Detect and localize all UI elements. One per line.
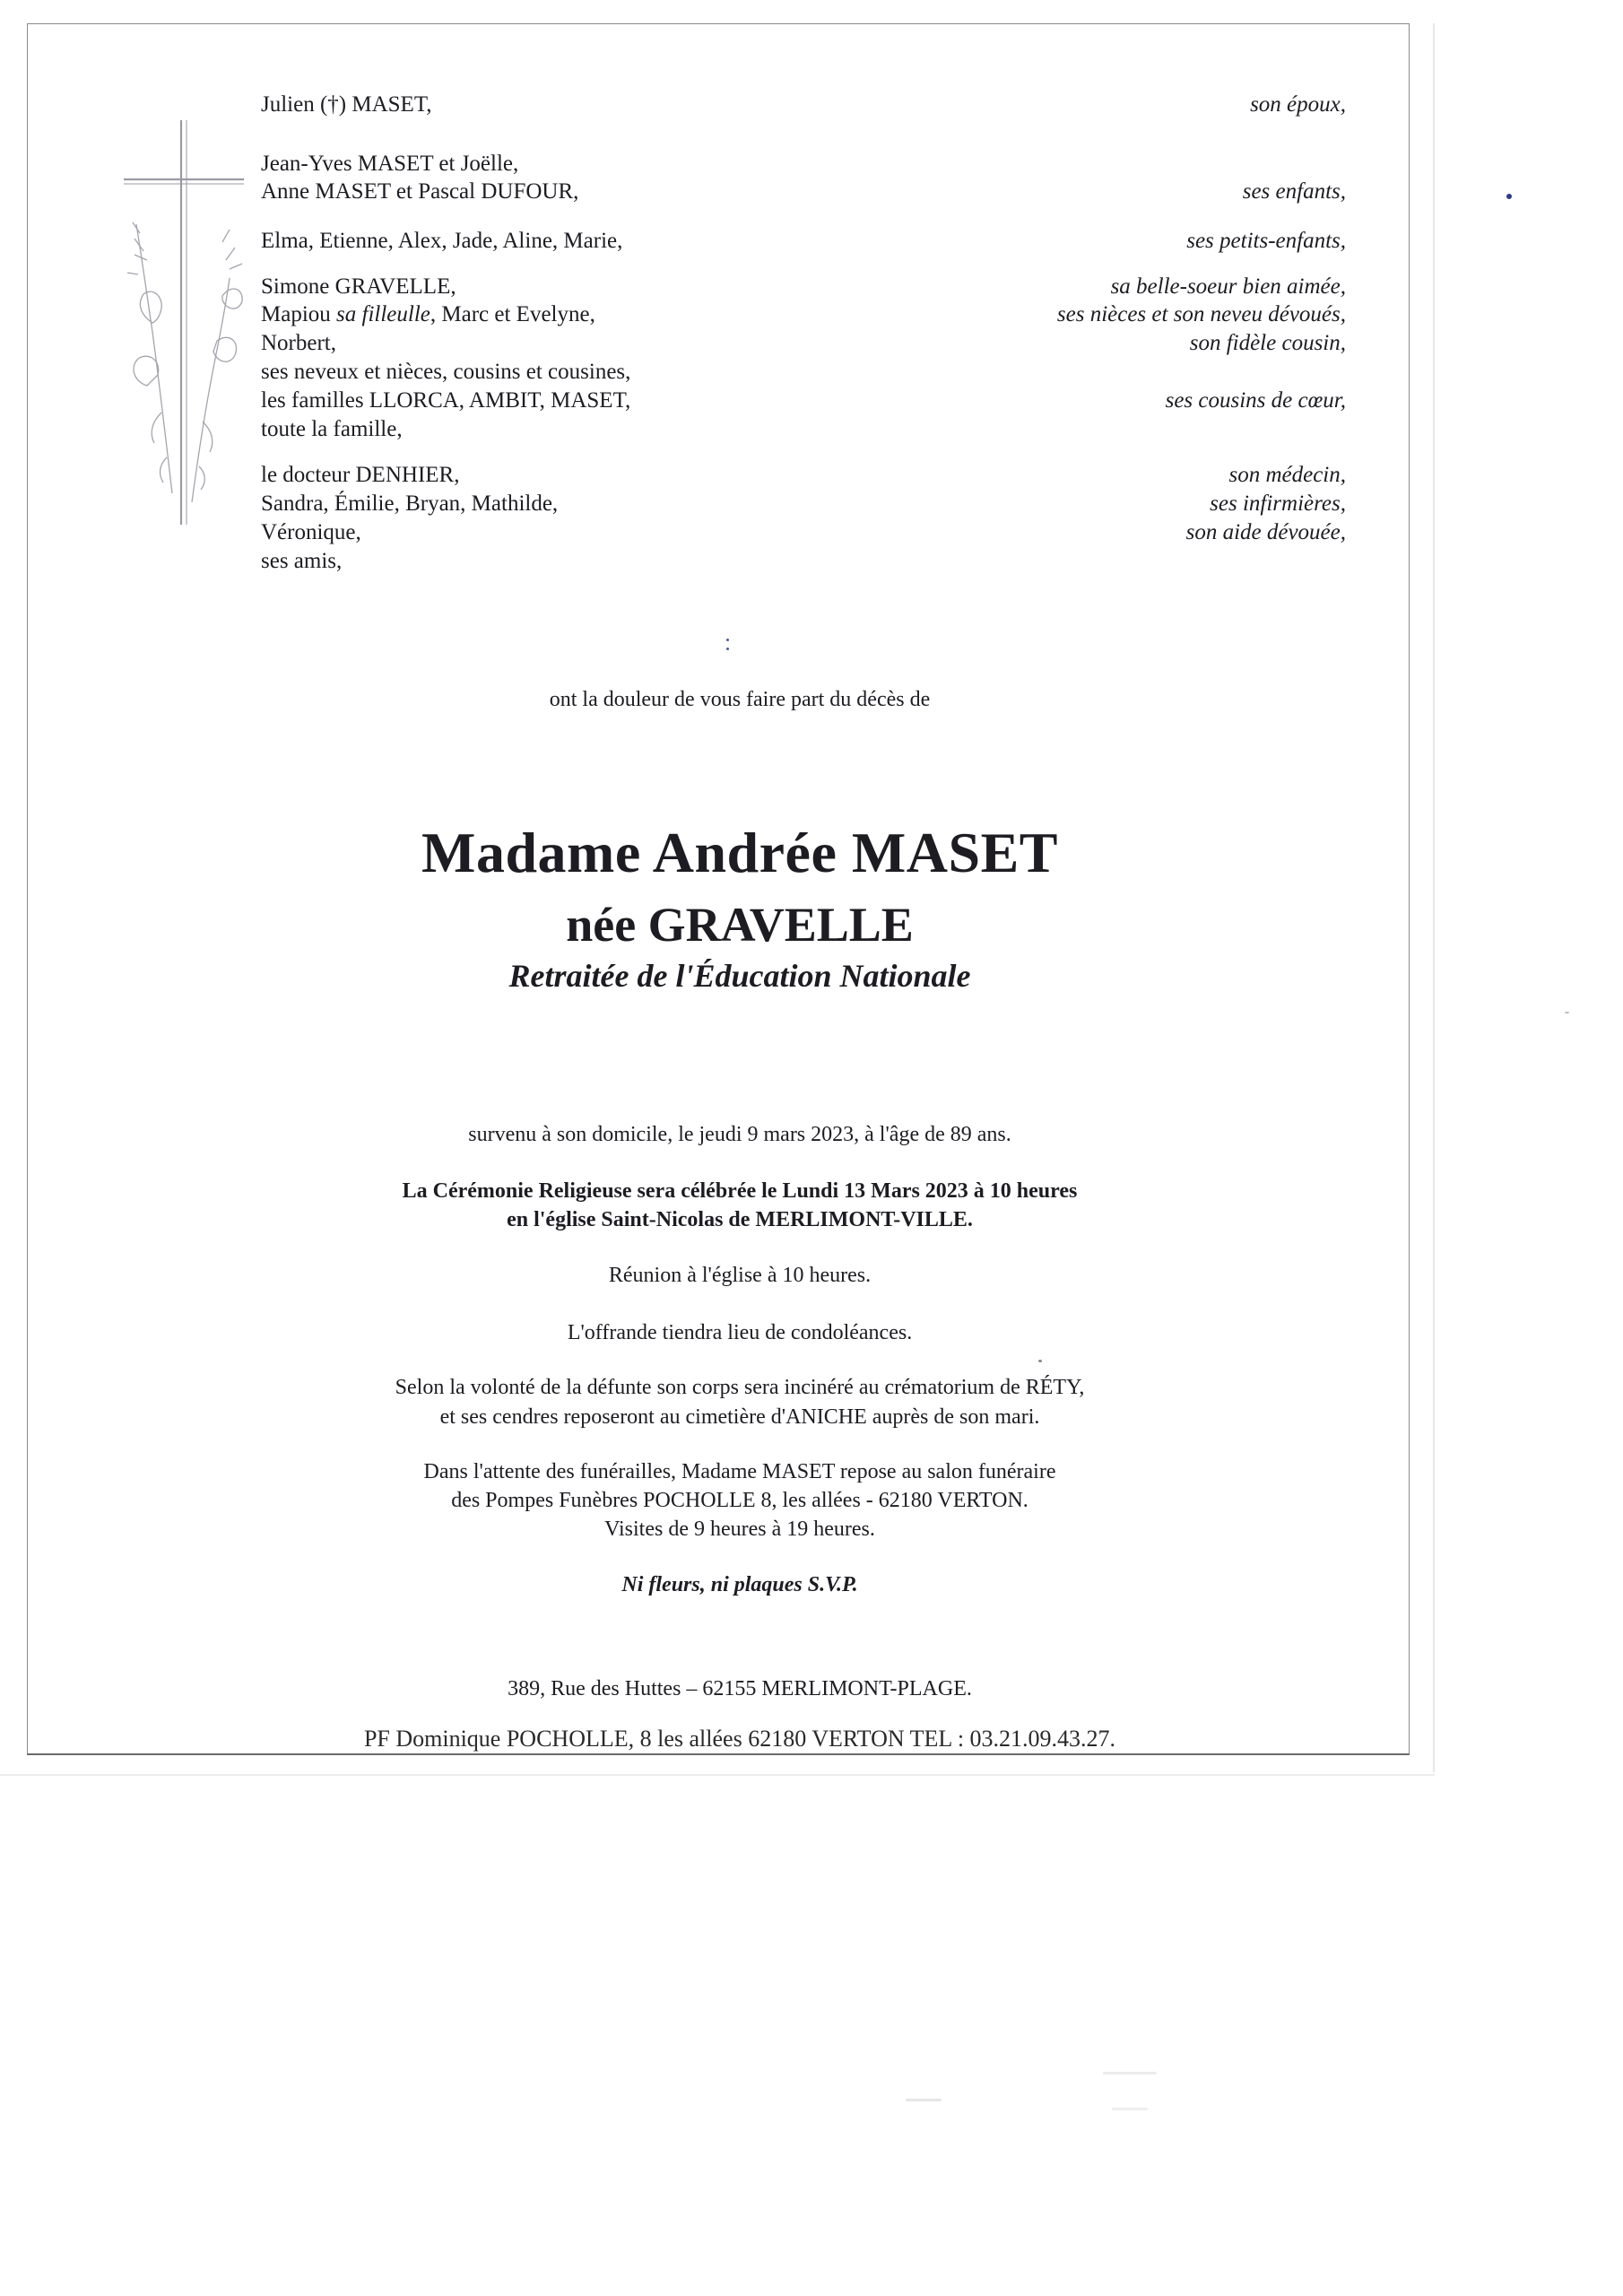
family-member: les familles LLORCA, AMBIT, MASET, <box>261 388 631 413</box>
salon-text: des Pompes Funèbres POCHOLLE 8, les allées - 62180 VERTON. <box>451 1489 1028 1512</box>
occupation: Retraitée de l'Éducation Nationale <box>508 958 971 994</box>
family-member: le docteur DENHIER, <box>261 463 460 487</box>
cross-with-flowers-icon <box>117 117 251 529</box>
family-member: ses neveux et nièces, cousins et cousines, <box>261 360 631 384</box>
flowers-text: Ni fleurs, ni plaques S.V.P. <box>621 1573 858 1596</box>
scan-speck <box>726 639 729 641</box>
family-relation: son fidèle cousin, <box>1189 331 1346 355</box>
scan-speck <box>1506 194 1512 199</box>
scan-speck <box>1103 2072 1157 2074</box>
family-relation: ses enfants, <box>1242 179 1346 204</box>
scan-speck <box>1112 2108 1148 2110</box>
cremation-text: Selon la volonté de la défunte son corps sera incinéré au crématorium de RÉTY, <box>395 1376 1085 1399</box>
family-member: Anne MASET et Pascal DUFOUR, <box>261 179 579 204</box>
goddaughter-label: sa filleulle <box>336 302 430 326</box>
family-relation: ses infirmières, <box>1210 491 1346 516</box>
funeral-home-footer: PF Dominique POCHOLLE, 8 les allées 62180 VERTON TEL : 03.21.09.43.27. <box>363 1726 1116 1752</box>
family-member: Elma, Etienne, Alex, Jade, Aline, Marie, <box>261 229 623 253</box>
scan-speck <box>906 2099 942 2101</box>
family-member: Sandra, Émilie, Bryan, Mathilde, <box>261 491 559 516</box>
salon-text: Dans l'attente des funérailles, Madame MASET repose au salon funéraire <box>423 1460 1056 1483</box>
announcement-text: ont la douleur de vous faire part du décès de <box>549 688 931 711</box>
family-member: Véronique, <box>261 520 361 544</box>
scan-speck <box>1038 1360 1042 1362</box>
family-relation: ses petits-enfants, <box>1186 229 1346 253</box>
death-text: survenu à son domicile, le jeudi 9 mars 2023, à l'âge de 89 ans. <box>468 1123 1011 1146</box>
family-relation: son médecin, <box>1228 463 1346 487</box>
family-relation: sa belle-soeur bien aimée, <box>1110 274 1346 299</box>
family-relation: ses cousins de cœur, <box>1165 388 1346 413</box>
family-member: ses amis, <box>261 549 343 573</box>
scan-edge-bottom <box>0 1774 1435 1776</box>
family-member: Julien (†) MASET, <box>261 92 432 117</box>
family-member: Jean-Yves MASET et Joëlle, <box>261 152 519 176</box>
offering-text: L'offrande tiendra lieu de condoléances. <box>567 1321 913 1344</box>
scan-speck <box>1565 1012 1569 1013</box>
family-relation: son époux, <box>1250 92 1346 117</box>
scan-speck <box>726 648 729 650</box>
family-relation: son aide dévouée, <box>1185 520 1346 544</box>
meeting-text: Réunion à l'église à 10 heures. <box>608 1264 872 1287</box>
visiting-hours: Visites de 9 heures à 19 heures. <box>604 1518 875 1541</box>
deceased-name: Madame Andrée MASET <box>421 821 1058 884</box>
maiden-name: née GRAVELLE <box>566 898 914 952</box>
cremation-text: et ses cendres reposeront au cimetière d'ANICHE auprès de son mari. <box>439 1405 1040 1429</box>
ceremony-text: La Cérémonie Religieuse sera célébrée le Lundi 13 Mars 2023 à 10 heures <box>402 1179 1078 1203</box>
family-relation: ses nièces et son neveu dévoués, <box>1056 302 1346 326</box>
family-member: Mapiou sa filleulle, Marc et Evelyne, <box>261 302 595 326</box>
family-member: Norbert, <box>261 331 336 355</box>
address-text: 389, Rue des Huttes – 62155 MERLIMONT-PLAGE. <box>508 1677 972 1700</box>
family-member: Simone GRAVELLE, <box>261 274 456 299</box>
ceremony-text: en l'église Saint-Nicolas de MERLIMONT-VILLE. <box>507 1208 973 1231</box>
family-member: toute la famille, <box>261 417 403 441</box>
